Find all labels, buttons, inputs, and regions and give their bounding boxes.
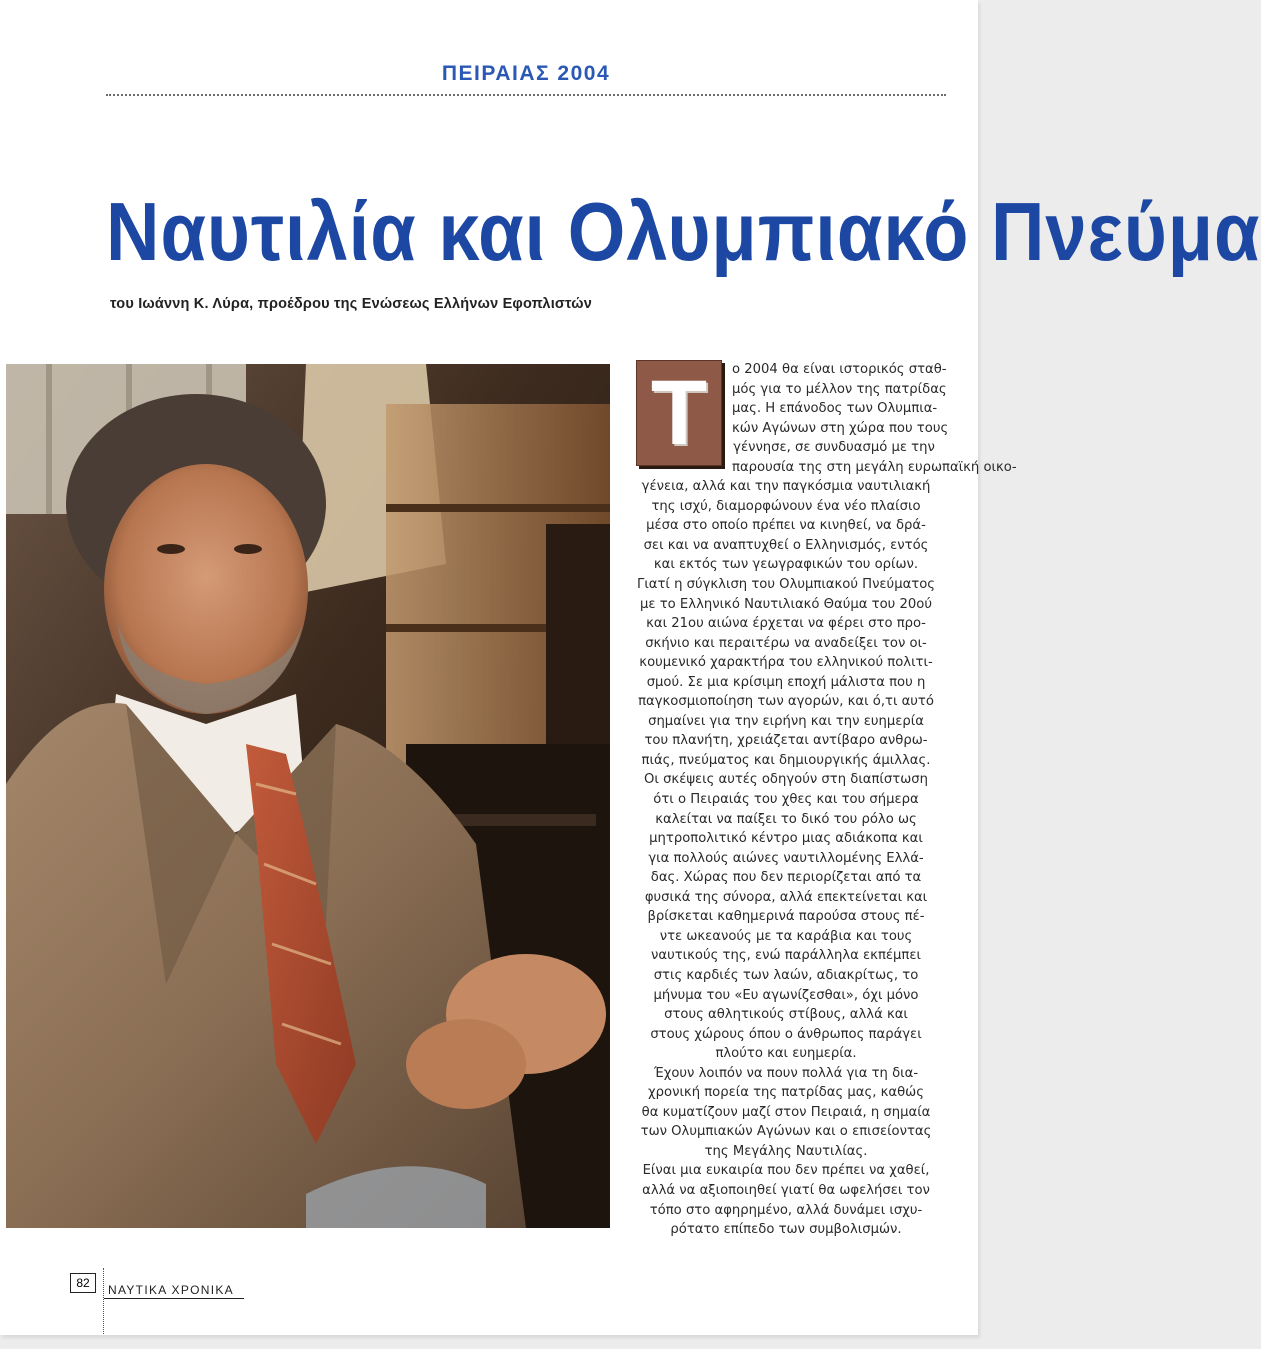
article-line: κών Αγώνων στη χώρα που τους bbox=[732, 420, 949, 436]
article-line: δας. Χώρας που δεν περιορίζεται από τα bbox=[650, 870, 922, 886]
article-line: χρονική πορεία της πατρίδας μας, καθώς bbox=[648, 1085, 924, 1101]
footer-divider bbox=[104, 1298, 244, 1299]
article-body bbox=[636, 360, 1017, 1240]
article-line: των Ολυμπιακών Αγώνων και ο επισείοντας bbox=[640, 1124, 932, 1140]
article-line: Έχουν λοιπόν να πουν πολλά για τη δια- bbox=[653, 1065, 919, 1081]
article-line: του πλανήτη, χρειάζεται αντίβαρο ανθρω- bbox=[644, 733, 928, 749]
article-line: θα κυματίζουν μαζί στον Πειραιά, η σημαία bbox=[641, 1104, 931, 1120]
article-line: μητροπολιτικό κέντρο μιας αδιάκοπα και bbox=[649, 831, 923, 847]
article-line: παγκοσμιοποίηση των αγορών, και ό,τι αυτό bbox=[638, 694, 934, 710]
article-line: πλούτο και ευημερία. bbox=[715, 1046, 857, 1062]
article-line: ότι ο Πειραιάς του χθες και του σήμερα bbox=[653, 792, 919, 808]
article-line: αλλά να αξιοποιηθεί γιατί θα ωφελήσει τον bbox=[642, 1182, 930, 1198]
article-line: φυσικά της σύνορα, αλλά επεκτείνεται και bbox=[644, 889, 928, 905]
article-line: ο 2004 θα είναι ιστορικός σταθ- bbox=[732, 362, 947, 377]
article-title: Ναυτιλία και Ολυμπιακό Πνεύμα bbox=[106, 184, 1261, 278]
article-line: και 21ου αιώνα έρχεται να φέρει στο προ- bbox=[646, 616, 926, 632]
article-line: ντε ωκεανούς με τα καράβια και τους bbox=[659, 928, 913, 944]
article-line: πιάς, πνεύματος και δημιουργικής άμιλλας. bbox=[641, 752, 931, 768]
article-byline: του Ιωάννη Κ. Λύρα, προέδρου της Ενώσεως Ελλήνων Εφοπλιστών bbox=[110, 296, 593, 312]
section-header: ΠΕΙΡΑΙΑΣ 2004 bbox=[441, 62, 611, 85]
article-line: στις καρδιές των λαών, αδιακρίτως, το bbox=[653, 967, 919, 983]
article-lines bbox=[636, 360, 1017, 1240]
drop-cap bbox=[636, 360, 722, 466]
article-line: για πολλούς αιώνες ναυτιλλομένης Ελλά- bbox=[648, 850, 924, 866]
article-line: της ισχύ, διαμορφώνουν ένα νέο πλαίσιο bbox=[651, 498, 921, 514]
article-line: στους χώρους όπου ο άνθρωπος παράγει bbox=[650, 1026, 922, 1042]
article-line: κουμενικό χαρακτήρα του ελληνικού πολιτι- bbox=[639, 655, 933, 671]
article-line: μας. Η επάνοδος των Ολυμπια- bbox=[732, 401, 938, 417]
section-divider bbox=[106, 94, 946, 96]
article-line: σει και να αναπτυχθεί ο Ελληνισμός, εντός bbox=[643, 537, 929, 553]
article-line: γένεια, αλλά και την παγκόσμια ναυτιλιακή bbox=[641, 479, 931, 495]
article-line: με το Ελληνικό Ναυτιλιακό Θαύμα του 20ού bbox=[640, 596, 932, 612]
footer-divider-vertical bbox=[103, 1268, 104, 1334]
article-line: και εκτός των γεωγραφικών του ορίων. bbox=[653, 557, 919, 573]
article-line: μός για το μέλλον της πατρίδας bbox=[732, 381, 947, 397]
article-line: Γιατί η σύγκλιση του Ολυμπιακού Πνεύματος bbox=[636, 577, 936, 593]
article-line: σημαίνει για την ειρήνη και την ευημερία bbox=[648, 713, 924, 729]
publication-name: ΝΑΥΤΙΚΑ ΧΡΟΝΙΚΑ bbox=[108, 1283, 234, 1297]
article-line: γέννησε, σε συνδυασμό με την bbox=[733, 440, 935, 456]
article-line: μήνυμα του «Ευ αγωνίζεσθαι», όχι μόνο bbox=[653, 987, 919, 1003]
article-line: σκήνιο και περαιτέρω να αναδείξει τον οι- bbox=[645, 635, 927, 651]
drop-cap-letter: Τ bbox=[650, 362, 708, 464]
article-line: Οι σκέψεις αυτές οδηγούν στη διαπίστωση bbox=[644, 772, 928, 788]
article-line: τόπο στο αφηρημένο, αλλά δυνάμει ισχυ- bbox=[649, 1202, 923, 1218]
article-line: ναυτικούς της, ενώ παράλληλα εκπέμπει bbox=[651, 948, 921, 964]
article-line: ρότατο επίπεδο των συμβολισμών. bbox=[670, 1222, 902, 1238]
article-line: Είναι μια ευκαιρία που δεν πρέπει να χαθεί, bbox=[642, 1163, 930, 1179]
article-line: καλείται να παίξει το δικό του ρόλο ως bbox=[655, 811, 917, 827]
article-line: της Μεγάλης Ναυτιλίας. bbox=[704, 1143, 868, 1159]
article-line: παρουσία της στη μεγάλη ευρωπαϊκή οικο- bbox=[732, 459, 1017, 475]
page-number: 82 bbox=[70, 1273, 96, 1293]
portrait-photo bbox=[6, 364, 610, 1228]
article-line: βρίσκεται καθημερινά παρούσα στους πέ- bbox=[647, 909, 925, 925]
article-line: στους αθλητικούς στίβους, αλλά και bbox=[664, 1007, 908, 1023]
article-line: μέσα στο οποίο πρέπει να κινηθεί, να δρά- bbox=[646, 518, 926, 534]
article-line: σμού. Σε μια κρίσιμη εποχή μάλιστα που η bbox=[646, 674, 926, 690]
